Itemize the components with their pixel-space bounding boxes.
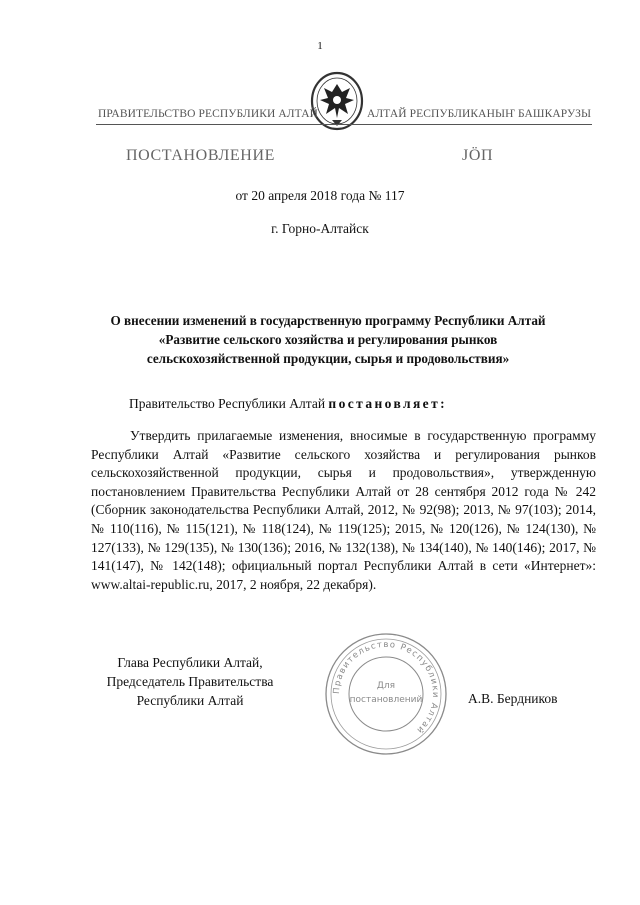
document-date-number: от 20 апреля 2018 года № 117 [235, 188, 405, 203]
header-divider [96, 124, 592, 125]
decision-emphasis: постановляет: [328, 396, 447, 411]
title-line: О внесении изменений в государственную программу Республики Алтай [110, 313, 546, 328]
round-seal-icon [322, 630, 450, 758]
seal-center-text: постановлений [349, 695, 423, 705]
position-line: Республики Алтай [136, 693, 244, 708]
document-title [60, 311, 596, 368]
decision-statement [129, 396, 447, 412]
doc-type-label: ПОСТАНОВЛЕНИЕ [126, 147, 275, 164]
signatory-name: А.В. Бердников [468, 691, 558, 706]
seal-ring-text: Правительство Республики Алтай [331, 639, 441, 736]
header-government-name-altai: АЛТАЙ РЕСПУБЛИКАНЫҤ БАШКАРУЗЫ [367, 108, 592, 120]
title-line: «Развитие сельского хозяйства и регулирования рынков [158, 332, 498, 347]
position-line: Председатель Правительства [106, 674, 274, 689]
decision-lead: Правительство Республики Алтай [129, 396, 329, 411]
coat-of-arms-icon [308, 70, 366, 132]
position-line: Глава Республики Алтай, [117, 655, 263, 670]
header-government-name: ПРАВИТЕЛЬСТВО РЕСПУБЛИКИ АЛТАЙ [98, 108, 319, 120]
title-line: сельскохозяйственной продукции, сырья и продовольствия» [146, 351, 510, 366]
document-body [91, 427, 596, 594]
seal-center-text: Для [376, 681, 396, 691]
body-paragraph: Утвердить прилагаемые изменения, вносимые в государственную программу Республики Алтай «Развитие сельского хозяйства и регулирования рынков сельскохозяйственной продукции, сырья и продовольствия», утвержденную постановлением Правительства Республики Алтай от 28 сентября 2012 года № 242 (Сборник законодательства Республики Алтай, 2012, № 92(98); 2013, № 97(103); 2014, № 110(116), № 115(121), № 118(124), № 119(125); 2015, № 120(126), № 124(130), № 127(133), № 129(135), № 130(136); 2016, № 132(138), № 134(140), № 140(146); 2017, № 141(147), № 142(148); официальный портал Республики Алтай в сети «Интернет»: www.altai-republic.ru, 2017, 2 ноября, 22 декабря). [91, 428, 596, 592]
doc-type-label-altai: ЈӦП [462, 147, 494, 164]
page-number: 1 [317, 40, 323, 52]
document-city: г. Горно-Алтайск [271, 221, 369, 236]
signatory-position [90, 653, 290, 710]
